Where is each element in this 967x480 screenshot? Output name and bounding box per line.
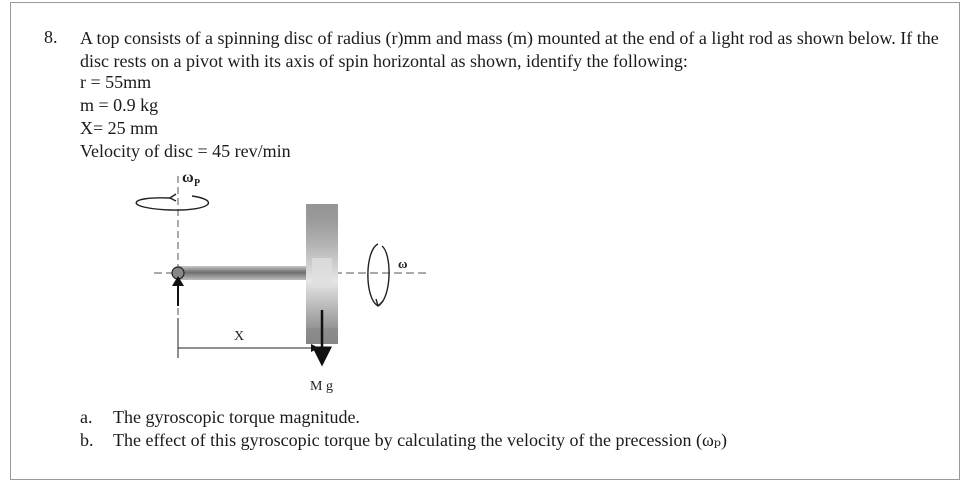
- sub-question-text: The effect of this gyroscopic torque by calculating the velocity of the precession (ωₚ): [113, 430, 728, 450]
- question-number: 8.: [44, 27, 58, 47]
- spin-arrow-icon: [368, 244, 389, 306]
- precession-subscript-label: P: [194, 178, 201, 189]
- given-radius: r = 55mm: [80, 72, 152, 92]
- precession-arrow-icon: [136, 194, 208, 210]
- sub-question-b: [80, 429, 727, 452]
- given-velocity: Velocity of disc = 45 rev/min: [80, 141, 291, 161]
- sub-question-letter: b.: [80, 430, 94, 450]
- sub-question-text: The gyroscopic torque magnitude.: [113, 407, 360, 427]
- precession-omega-label: ω: [182, 169, 194, 186]
- given-mass: m = 0.9 kg: [80, 95, 159, 115]
- question-text: A top consists of a spinning disc of radius (r)mm and mass (m) mounted at the end of a light rod as shown below. If the disc rests on a pivot with its axis of spin horizontal as shown, identify the following:: [80, 28, 939, 71]
- sub-questions-list: [80, 406, 727, 452]
- given-distance: X= 25 mm: [80, 118, 159, 138]
- sub-question-a: [80, 406, 727, 429]
- distance-x-label: X: [234, 329, 245, 344]
- weight-mg-label: M g: [310, 379, 333, 394]
- gyroscope-diagram: [110, 158, 450, 398]
- sub-question-letter: a.: [80, 407, 93, 427]
- light-rod: [178, 266, 318, 280]
- spin-omega-label: ω: [398, 256, 408, 271]
